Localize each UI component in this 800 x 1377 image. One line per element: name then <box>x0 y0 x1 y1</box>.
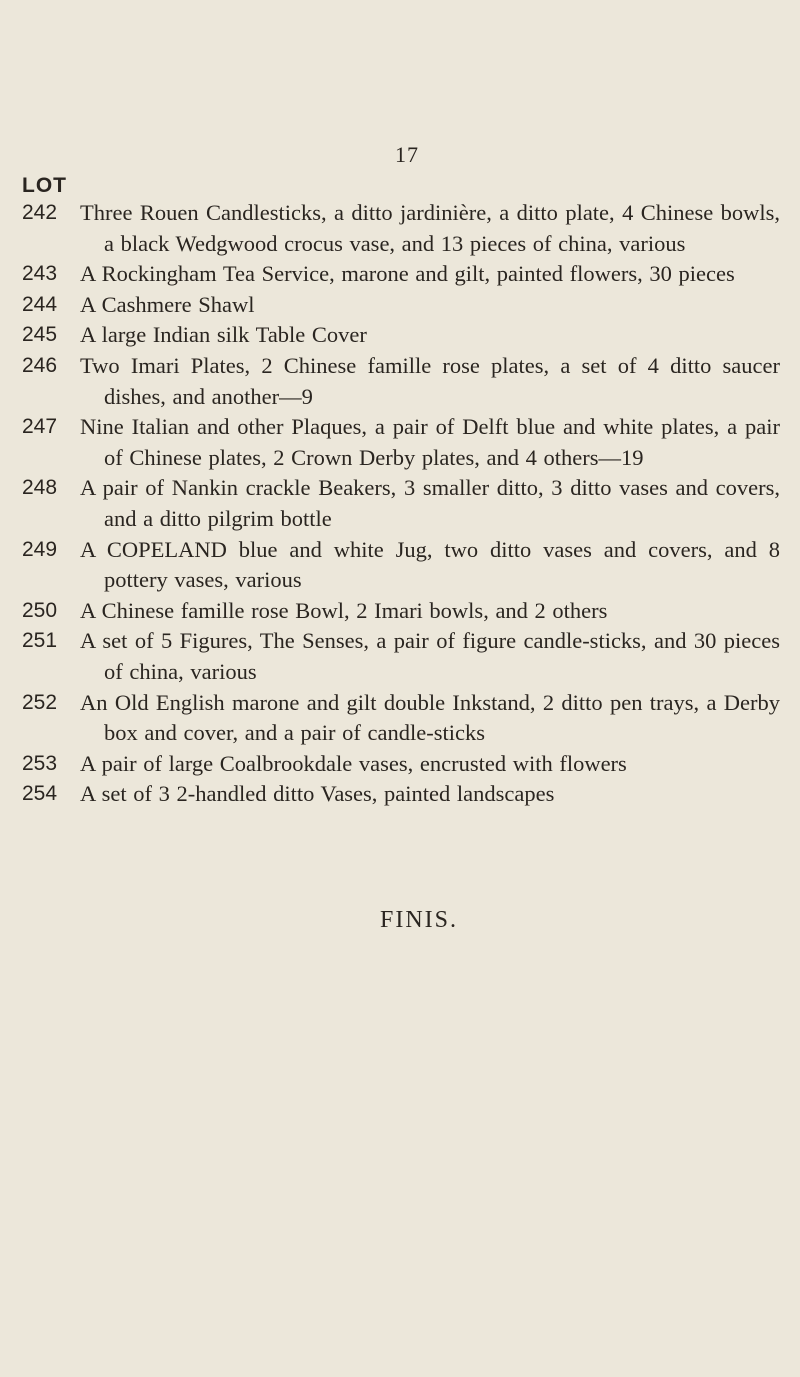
lot-description: Three Rouen Candlesticks, a ditto jardinière, a ditto plate, 4 Chinese bowls, a black Wedgwood crocus vase, and 13 pieces of china, various <box>80 200 780 256</box>
lot-entry-243 <box>0 259 800 290</box>
lot-entry-250 <box>0 596 800 627</box>
lot-entry-252 <box>0 688 800 749</box>
lot-number: 244 <box>22 292 58 316</box>
lot-description: A set of 3 2-handled ditto Vases, painted landscapes <box>80 781 555 807</box>
lot-number: 251 <box>22 629 58 653</box>
lot-entry-246 <box>0 351 800 412</box>
lot-list <box>0 198 800 810</box>
lot-number: 252 <box>22 690 58 714</box>
lot-description: An Old English marone and gilt double Inkstand, 2 ditto pen trays, a Derby box and cover, and a pair of candle-sticks <box>80 689 780 746</box>
lot-entry-249 <box>0 535 800 596</box>
lot-number: 247 <box>22 415 58 439</box>
lot-description: A Chinese famille rose Bowl, 2 Imari bowls, and 2 others <box>80 597 608 623</box>
lot-description: A Cashmere Shawl <box>80 291 255 317</box>
page-number: 17 <box>395 142 419 167</box>
lot-number: 243 <box>22 262 58 286</box>
lot-number: 248 <box>22 476 58 500</box>
lot-number: 254 <box>22 782 58 806</box>
lot-description: A Rockingham Tea Service, marone and gilt, painted flowers, 30 pieces <box>80 261 735 287</box>
lot-number: 242 <box>22 201 58 224</box>
lot-description: A set of 5 Figures, The Senses, a pair of figure candle-sticks, and 30 pieces of china, various <box>80 628 780 684</box>
lot-entry-248 <box>0 473 800 534</box>
lot-column-header: LOT <box>22 174 67 197</box>
lot-number: 249 <box>22 537 58 561</box>
lot-description: A pair of Nankin crackle Beakers, 3 smaller ditto, 3 ditto vases and covers, and a ditto pilgrim bottle <box>80 475 780 531</box>
lot-description: A large Indian silk Table Cover <box>80 322 367 348</box>
lot-entry-247 <box>0 412 800 473</box>
lot-number: 253 <box>22 751 58 775</box>
lot-number: 250 <box>22 598 58 622</box>
lot-description: A COPELAND blue and white Jug, two ditto vases and covers, and 8 pottery vases, various <box>80 536 780 593</box>
lot-entry-251 <box>0 626 800 687</box>
lot-entry-253 <box>0 749 800 780</box>
lot-description: A pair of large Coalbrookdale vases, encrusted with flowers <box>80 750 627 776</box>
lot-description: Nine Italian and other Plaques, a pair of Delft blue and white plates, a pair of Chinese plates, 2 Crown Derby plates, and 4 others—19 <box>80 414 780 470</box>
lot-number: 245 <box>22 323 58 347</box>
lot-entry-244 <box>0 290 800 321</box>
lot-description: Two Imari Plates, 2 Chinese famille rose plates, a set of 4 ditto saucer dishes, and another—9 <box>80 352 780 409</box>
lot-entry-245 <box>0 320 800 351</box>
lot-number: 246 <box>22 353 58 377</box>
finis-mark: FINIS. <box>380 907 459 933</box>
lot-entry-242 <box>0 198 800 259</box>
lot-entry-254 <box>0 779 800 810</box>
